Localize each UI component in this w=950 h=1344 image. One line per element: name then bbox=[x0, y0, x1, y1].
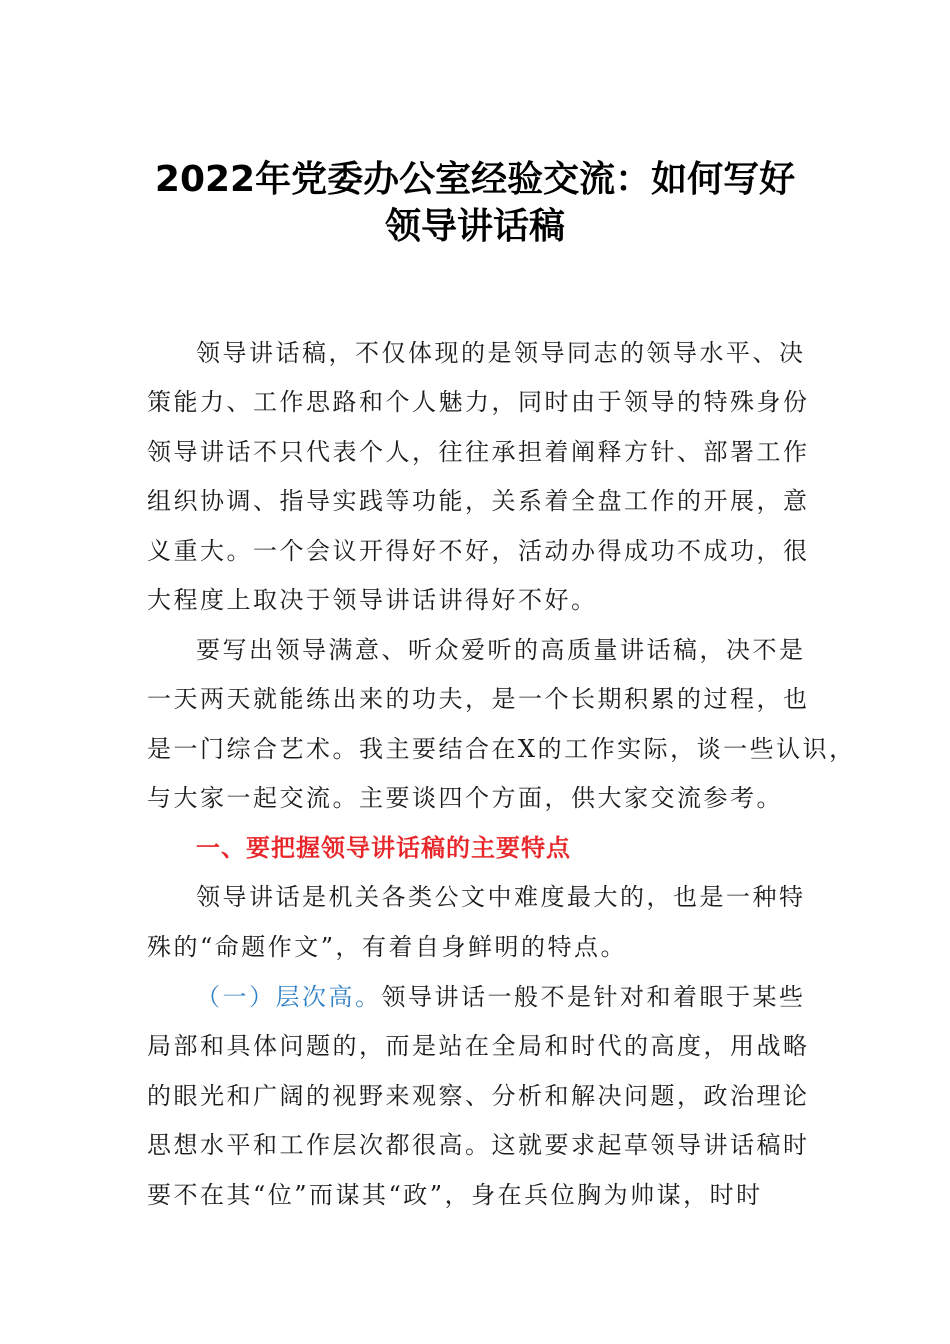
paragraph-text: 领导讲话一般不是针对和着眼于某些 bbox=[381, 983, 806, 1011]
paragraph-line: 思想水平和工作层次都很高。这就要求起草领导讲话稿时 bbox=[147, 1131, 810, 1159]
document-title-line-2: 领导讲话稿 bbox=[384, 206, 565, 247]
paragraph-line: 要不在其“位”而谋其“政”，身在兵位胸为帅谋，时时 bbox=[147, 1181, 763, 1209]
paragraph-line: 领导讲话是机关各类公文中难度最大的，也是一种特 bbox=[196, 883, 806, 911]
paragraph-line: 领导讲话稿，不仅体现的是领导同志的领导水平、决 bbox=[196, 339, 806, 367]
subsection-heading: （一）层次高。 bbox=[196, 983, 382, 1011]
paragraph-line: 组织协调、指导实践等功能，关系着全盘工作的开展，意 bbox=[147, 487, 810, 515]
paragraph-line: 要写出领导满意、听众爱听的高质量讲话稿，决不是 bbox=[196, 636, 806, 664]
section-heading: 一、要把握领导讲话稿的主要特点 bbox=[196, 834, 571, 862]
paragraph-line: 大程度上取决于领导讲话讲得好不好。 bbox=[147, 586, 598, 614]
paragraph-line: 局部和具体问题的，而是站在全局和时代的高度，用战略 bbox=[147, 1032, 810, 1060]
subsection-line bbox=[196, 981, 806, 1013]
paragraph-line: 是一门综合艺术。我主要结合在X的工作实际，谈一些认识， bbox=[147, 735, 856, 763]
paragraph-line: 一天两天就能练出来的功夫，是一个长期积累的过程，也 bbox=[147, 685, 810, 713]
paragraph-line: 领导讲话不只代表个人，往往承担着阐释方针、部署工作 bbox=[147, 438, 810, 466]
paragraph-line: 策能力、工作思路和个人魅力，同时由于领导的特殊身份 bbox=[147, 388, 810, 416]
paragraph-line: 的眼光和广阔的视野来观察、分析和解决问题，政治理论 bbox=[147, 1082, 810, 1110]
paragraph-line: 义重大。一个会议开得好不好，活动办得成功不成功，很 bbox=[147, 537, 810, 565]
document-title-line-1: 2022年党委办公室经验交流：如何写好 bbox=[154, 159, 796, 200]
paragraph-line: 与大家一起交流。主要谈四个方面，供大家交流参考。 bbox=[147, 784, 783, 812]
paragraph-line: 殊的“命题作文”，有着自身鲜明的特点。 bbox=[147, 933, 628, 961]
